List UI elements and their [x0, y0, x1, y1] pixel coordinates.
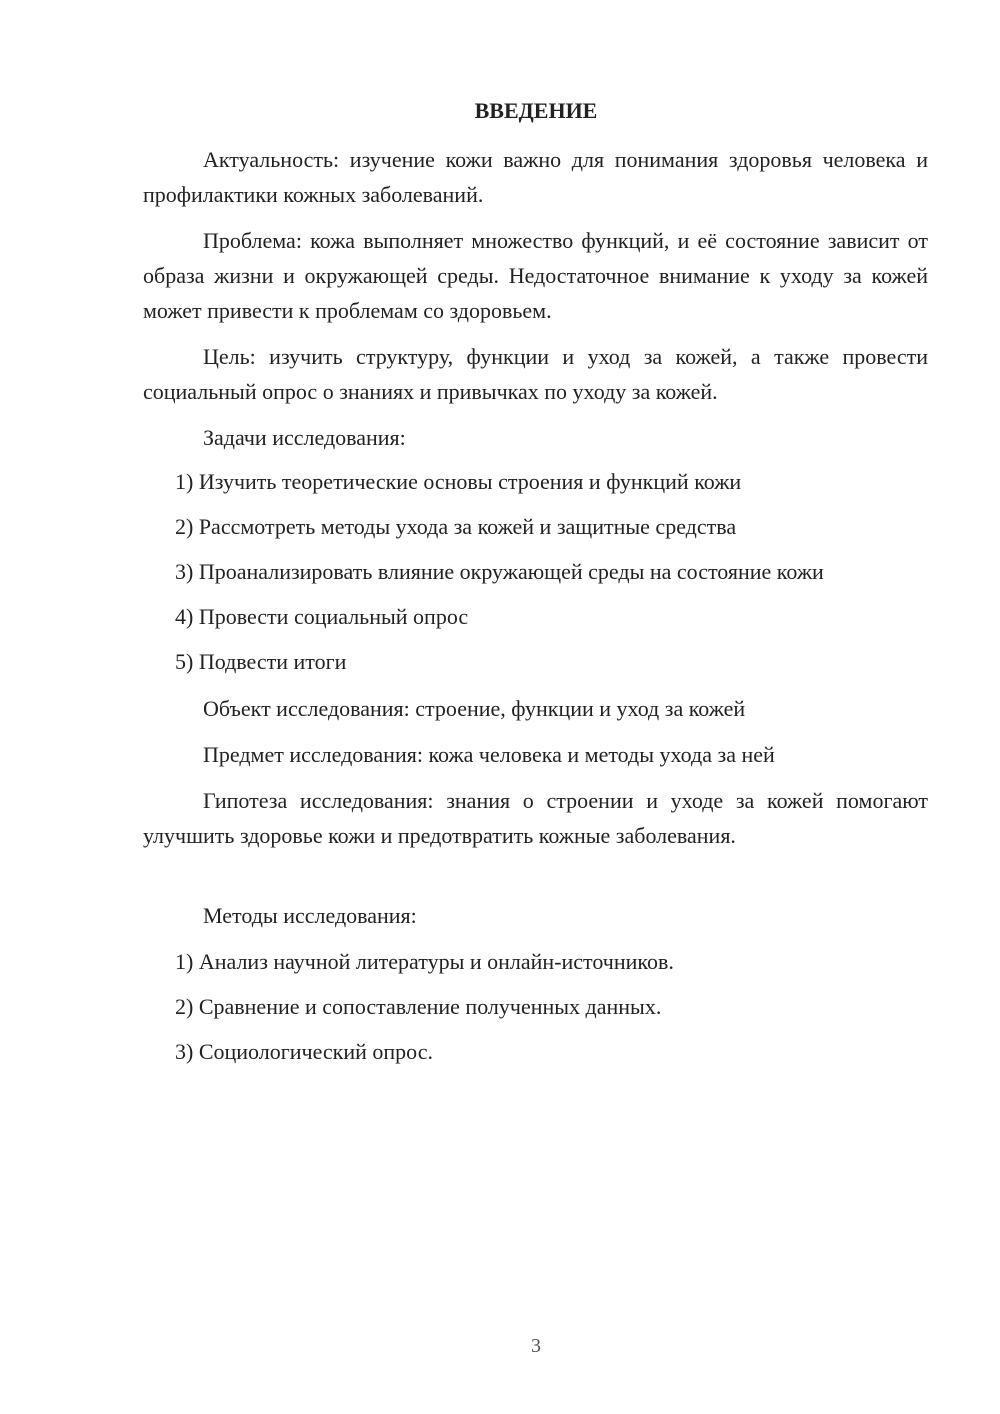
list-item-method-3: 3) Социологический опрос.: [175, 1039, 433, 1064]
list-item-task-5: 5) Подвести итоги: [175, 649, 347, 674]
list-item-task-1: 1) Изучить теоретические основы строения и функций кожи: [175, 469, 742, 494]
list-item-task-3: 3) Проанализировать влияние окружающей среды на состояние кожи: [175, 559, 824, 584]
tasks-heading: Задачи исследования:: [203, 425, 406, 450]
list-item-task-2: 2) Рассмотреть методы ухода за кожей и защитные средства: [175, 514, 737, 539]
paragraph-goal: Цель: изучить структуру, функции и уход за кожей, а также провести социальный опрос о знаниях и привычках по уходу за кожей.: [143, 344, 928, 404]
list-item-method-2: 2) Сравнение и сопоставление полученных данных.: [175, 994, 662, 1019]
paragraph-problem: Проблема: кожа выполняет множество функций, и её состояние зависит от образа жизни и окружающей среды. Недостаточное внимание к уходу за кожей может привести к проблемам со здоровьем.: [143, 228, 928, 323]
paragraph-object: Объект исследования: строение, функции и уход за кожей: [203, 696, 746, 721]
paragraph-hypothesis: Гипотеза исследования: знания о строении и уходе за кожей помогают улучшить здоровье кожи и предотвратить кожные заболевания.: [143, 788, 928, 848]
list-item-task-4: 4) Провести социальный опрос: [175, 604, 469, 629]
methods-heading: Методы исследования:: [203, 903, 417, 928]
page-number: 3: [531, 1335, 541, 1357]
page-title: ВВЕДЕНИЕ: [474, 98, 598, 123]
paragraph-relevance: Актуальность: изучение кожи важно для понимания здоровья человека и профилактики кожных заболеваний.: [143, 147, 928, 207]
list-item-method-1: 1) Анализ научной литературы и онлайн-источников.: [175, 949, 674, 974]
paragraph-subject: Предмет исследования: кожа человека и методы ухода за ней: [203, 742, 775, 767]
